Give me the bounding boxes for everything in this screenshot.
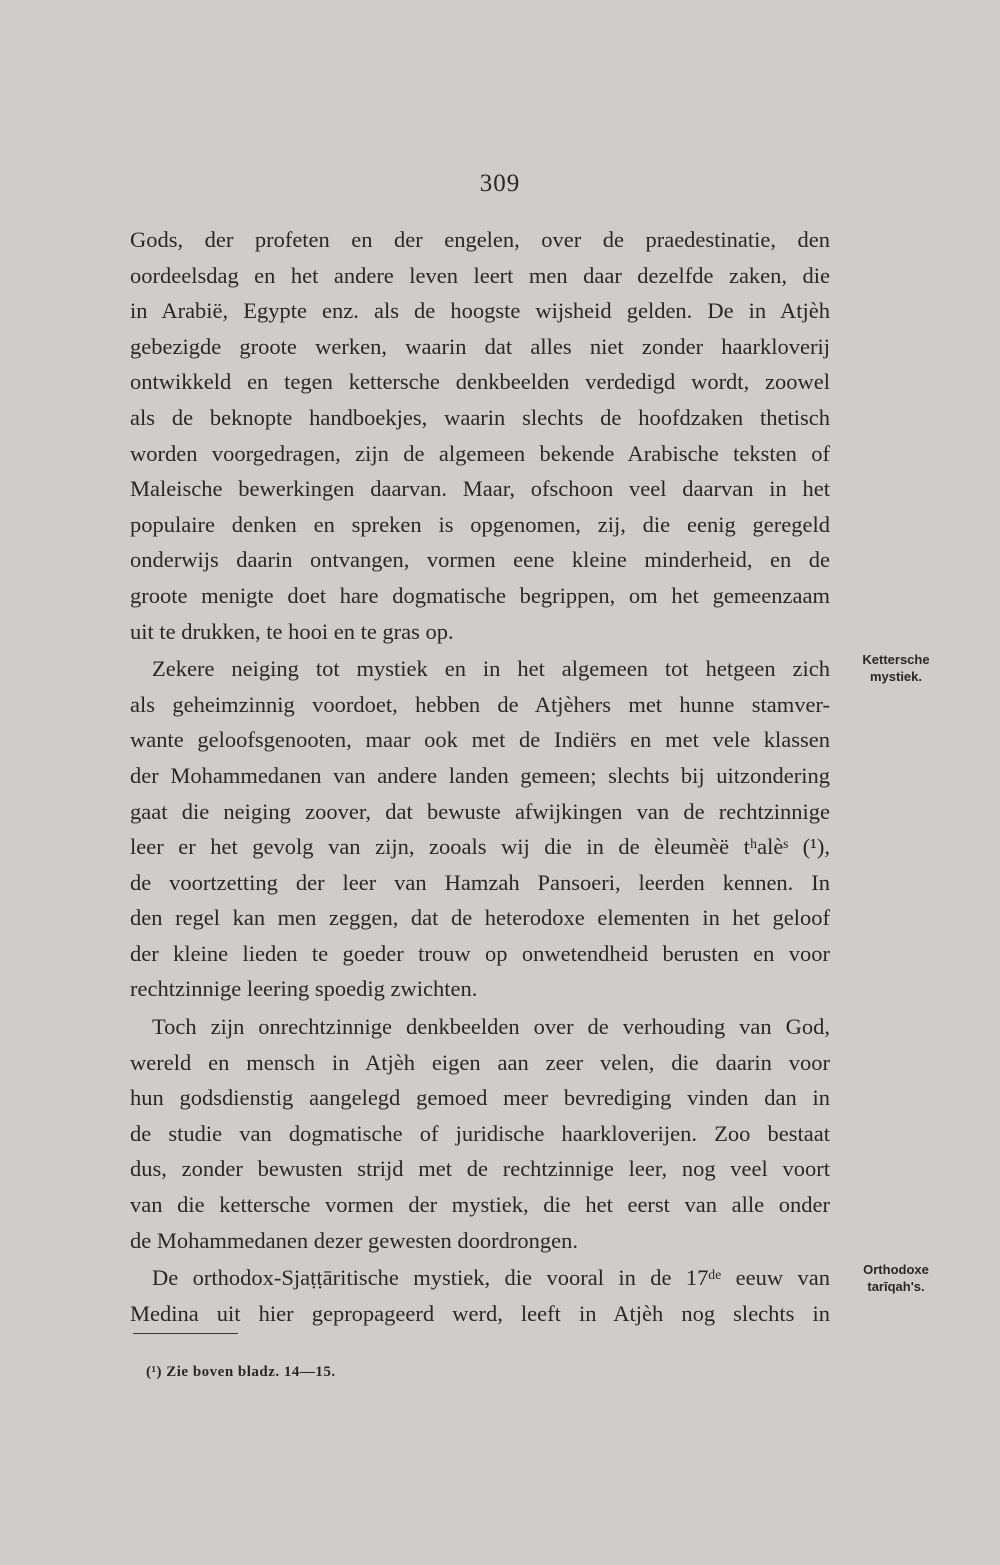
text-line: van die kettersche vormen der mystiek, die het eerst van alle onder [130, 1192, 830, 1218]
text-line: gaat die neiging zoover, dat bewuste afwijkingen van de rechtzinnige [130, 798, 830, 824]
text-line: populaire denken en spreken is opgenomen, zij, die eenig geregeld [130, 511, 830, 537]
text-line: de Mohammedanen dezer gewesten doordrongen. [130, 1227, 578, 1253]
margin-note-kettersche-mystiek [836, 651, 956, 685]
text-line: de studie van dogmatische of juridische haarkloverijen. Zoo bestaat [130, 1120, 830, 1146]
text-line: Medina uit hier gepropageerd werd, leeft in Atjèh nog slechts in [130, 1300, 830, 1326]
text-line: wante geloofsgenooten, maar ook met de Indiërs en met vele klassen [130, 727, 830, 753]
page-number: 309 [479, 170, 521, 197]
footnote-divider [133, 1333, 238, 1334]
text-line: de voortzetting der leer van Hamzah Pansoeri, leerden kennen. In [130, 869, 830, 895]
text-line: der Mohammedanen van andere landen gemeen; slechts bij uitzondering [130, 762, 830, 788]
text-line: hun godsdienstig aangelegd gemoed meer bevrediging vinden dan in [130, 1085, 830, 1111]
text-line: groote menigte doet hare dogmatische begrippen, om het gemeenzaam [130, 582, 830, 608]
text-line: onderwijs daarin ontvangen, vormen eene kleine minderheid, en de [130, 547, 830, 573]
margin-note-line: mystiek. [869, 669, 923, 684]
text-line: De orthodox-Sjaṭṭāritische mystiek, die vooral in de 17ᵈᵉ eeuw van [152, 1265, 830, 1291]
margin-note-line: Kettersche [862, 652, 930, 667]
text-line: dus, zonder bewusten strijd met de rechtzinnige leer, nog veel voort [130, 1156, 830, 1182]
text-line: Gods, der profeten en der engelen, over de praedestinatie, den [130, 227, 830, 252]
margin-note-line: tarīqah's. [867, 1279, 925, 1294]
body-text [130, 222, 830, 1331]
text-line: Maleische bewerkingen daarvan. Maar, ofschoon veel daarvan in het [130, 476, 830, 502]
text-line: den regel kan men zeggen, dat de heterodoxe elementen in het geloof [130, 905, 830, 931]
text-line: Toch zijn onrechtzinnige denkbeelden over de verhouding van God, [152, 1014, 830, 1040]
text-line: oordeelsdag en het andere leven leert men daar dezelfde zaken, die [130, 262, 830, 288]
text-line: der kleine lieden te goeder trouw op onwetendheid berusten en voor [130, 940, 830, 966]
text-line: rechtzinnige leering spoedig zwichten. [130, 976, 478, 1002]
margin-note-orthodoxe-tariqahs [836, 1261, 956, 1295]
footnote: (¹) Zie boven bladz. 14—15. [146, 1364, 336, 1380]
text-line: worden voorgedragen, zijn de algemeen bekende Arabische teksten of [130, 440, 830, 466]
text-line: als de beknopte handboekjes, waarin slechts de hoofdzaken thetisch [130, 404, 830, 430]
text-line: in Arabië, Egypte enz. als de hoogste wijsheid gelden. De in Atjèh [130, 298, 830, 324]
text-line: gebezigde groote werken, waarin dat alles niet zonder haarkloverij [130, 333, 830, 359]
text-line: uit te drukken, te hooi en te gras op. [130, 618, 454, 644]
text-line: als geheimzinnig voordoet, hebben de Atjèhers met hunne stamver- [130, 691, 830, 717]
margin-note-line: Orthodoxe [863, 1262, 929, 1277]
text-line: leer er het gevolg van zijn, zooals wij die in de èleumèë tʰalèˢ (¹), [130, 834, 830, 860]
text-line: Zekere neiging tot mystiek en in het algemeen tot hetgeen zich [152, 656, 830, 682]
text-line: wereld en mensch in Atjèh eigen aan zeer velen, die daarin voor [130, 1049, 830, 1075]
text-line: ontwikkeld en tegen kettersche denkbeelden verdedigd wordt, zoowel [130, 369, 830, 395]
